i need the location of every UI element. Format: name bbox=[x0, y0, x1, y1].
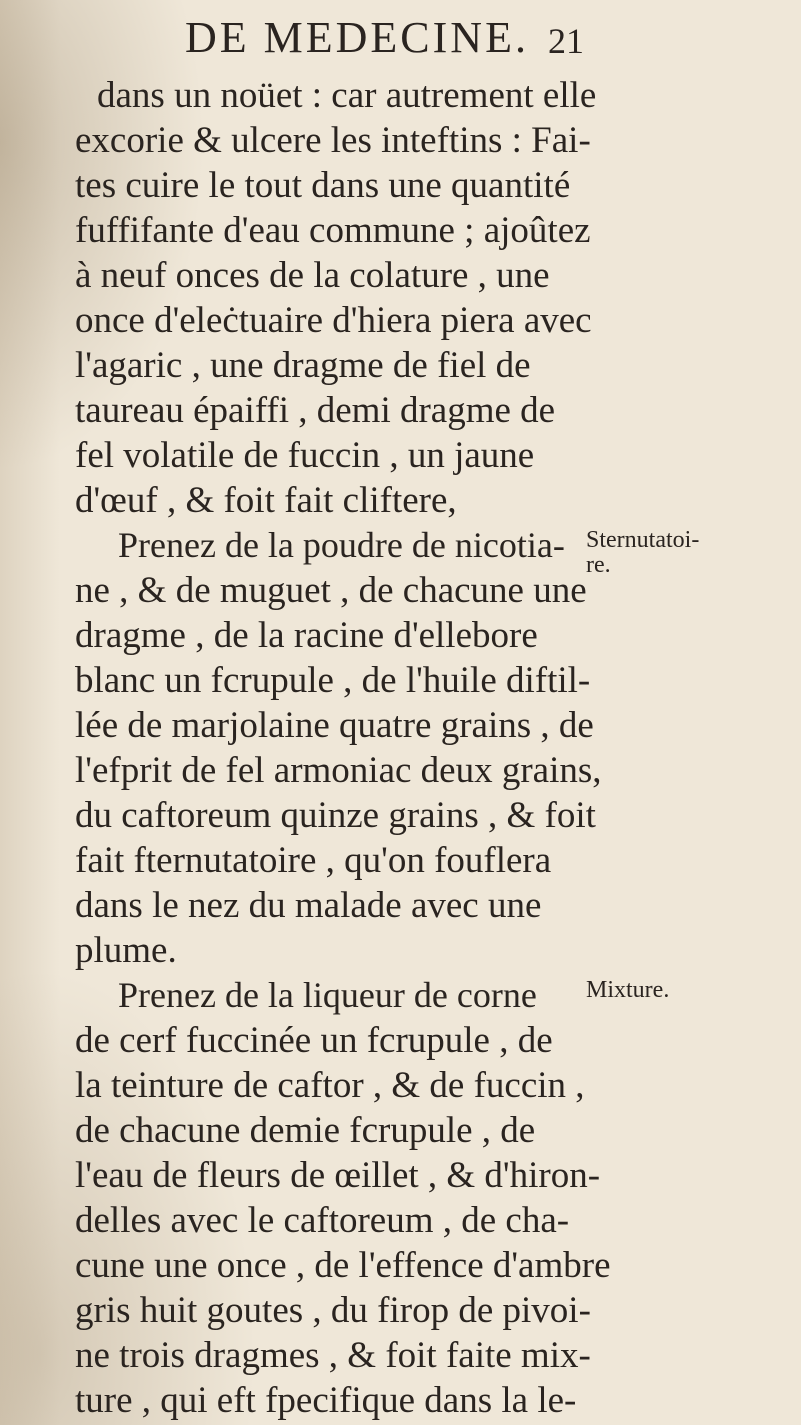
text-line: du caftoreum quinze grains , & foit bbox=[75, 795, 596, 836]
text-line: dragme , de la racine d'ellebore bbox=[75, 615, 538, 656]
text-line: dans un noüet : car autrement elle bbox=[97, 75, 597, 116]
text-line: delles avec le caftoreum , de cha- bbox=[75, 1200, 570, 1241]
text-line: l'efprit de fel armoniac deux grains, bbox=[75, 750, 602, 791]
text-line: l'agaric , une dragme de fiel de bbox=[75, 345, 531, 386]
text-line: ne , & de muguet , de chacune une bbox=[75, 570, 587, 611]
text-line: blanc un fcrupule , de l'huile diftil- bbox=[75, 660, 591, 701]
text-line: l'eau de fleurs de œillet , & d'hiron- bbox=[75, 1155, 601, 1196]
text-line: tes cuire le tout dans une quantité bbox=[75, 165, 571, 206]
text-line: taureau épaiffi , demi dragme de bbox=[75, 390, 556, 431]
text-line: à neuf onces de la colature , une bbox=[75, 255, 550, 296]
text-line: d'œuf , & foit fait cliftere, bbox=[75, 480, 457, 521]
header-title: DE MEDECINE. bbox=[185, 13, 529, 62]
margin-note-sternutatoire: Sternutatoi- re. bbox=[586, 527, 700, 579]
text-line: ne trois dragmes , & foit faite mix- bbox=[75, 1335, 591, 1376]
text-line: fait fternutatoire , qu'on fouflera bbox=[75, 840, 552, 881]
text-line: lée de marjolaine quatre grains , de bbox=[75, 705, 594, 746]
margin-note-mixture: Mixture. bbox=[586, 977, 670, 1003]
page-number: 21 bbox=[548, 21, 584, 61]
text-line: excorie & ulcere les inteftins : Fai- bbox=[75, 120, 591, 161]
text-line: plume. bbox=[75, 930, 177, 971]
text-line: cune une once , de l'effence d'ambre bbox=[75, 1245, 611, 1286]
text-line: once d'eleċtuaire d'hiera piera avec bbox=[75, 300, 592, 341]
text-line: Prenez de la poudre de nicotia- bbox=[118, 525, 565, 565]
text-line: de chacune demie fcrupule , de bbox=[75, 1110, 536, 1151]
text-line: ture , qui eft fpecifique dans la le- bbox=[75, 1380, 577, 1421]
text-line: gris huit goutes , du firop de pivoi- bbox=[75, 1290, 591, 1331]
text-line: dans le nez du malade avec une bbox=[75, 885, 542, 926]
text-line: Prenez de la liqueur de corne bbox=[118, 975, 537, 1015]
text-line: fuffifante d'eau commune ; ajoûtez bbox=[75, 210, 591, 251]
text-line: la teinture de caftor , & de fuccin , bbox=[75, 1065, 585, 1106]
text-line: fel volatile de fuccin , un jaune bbox=[75, 435, 535, 476]
text-line: de cerf fuccinée un fcrupule , de bbox=[75, 1020, 553, 1061]
